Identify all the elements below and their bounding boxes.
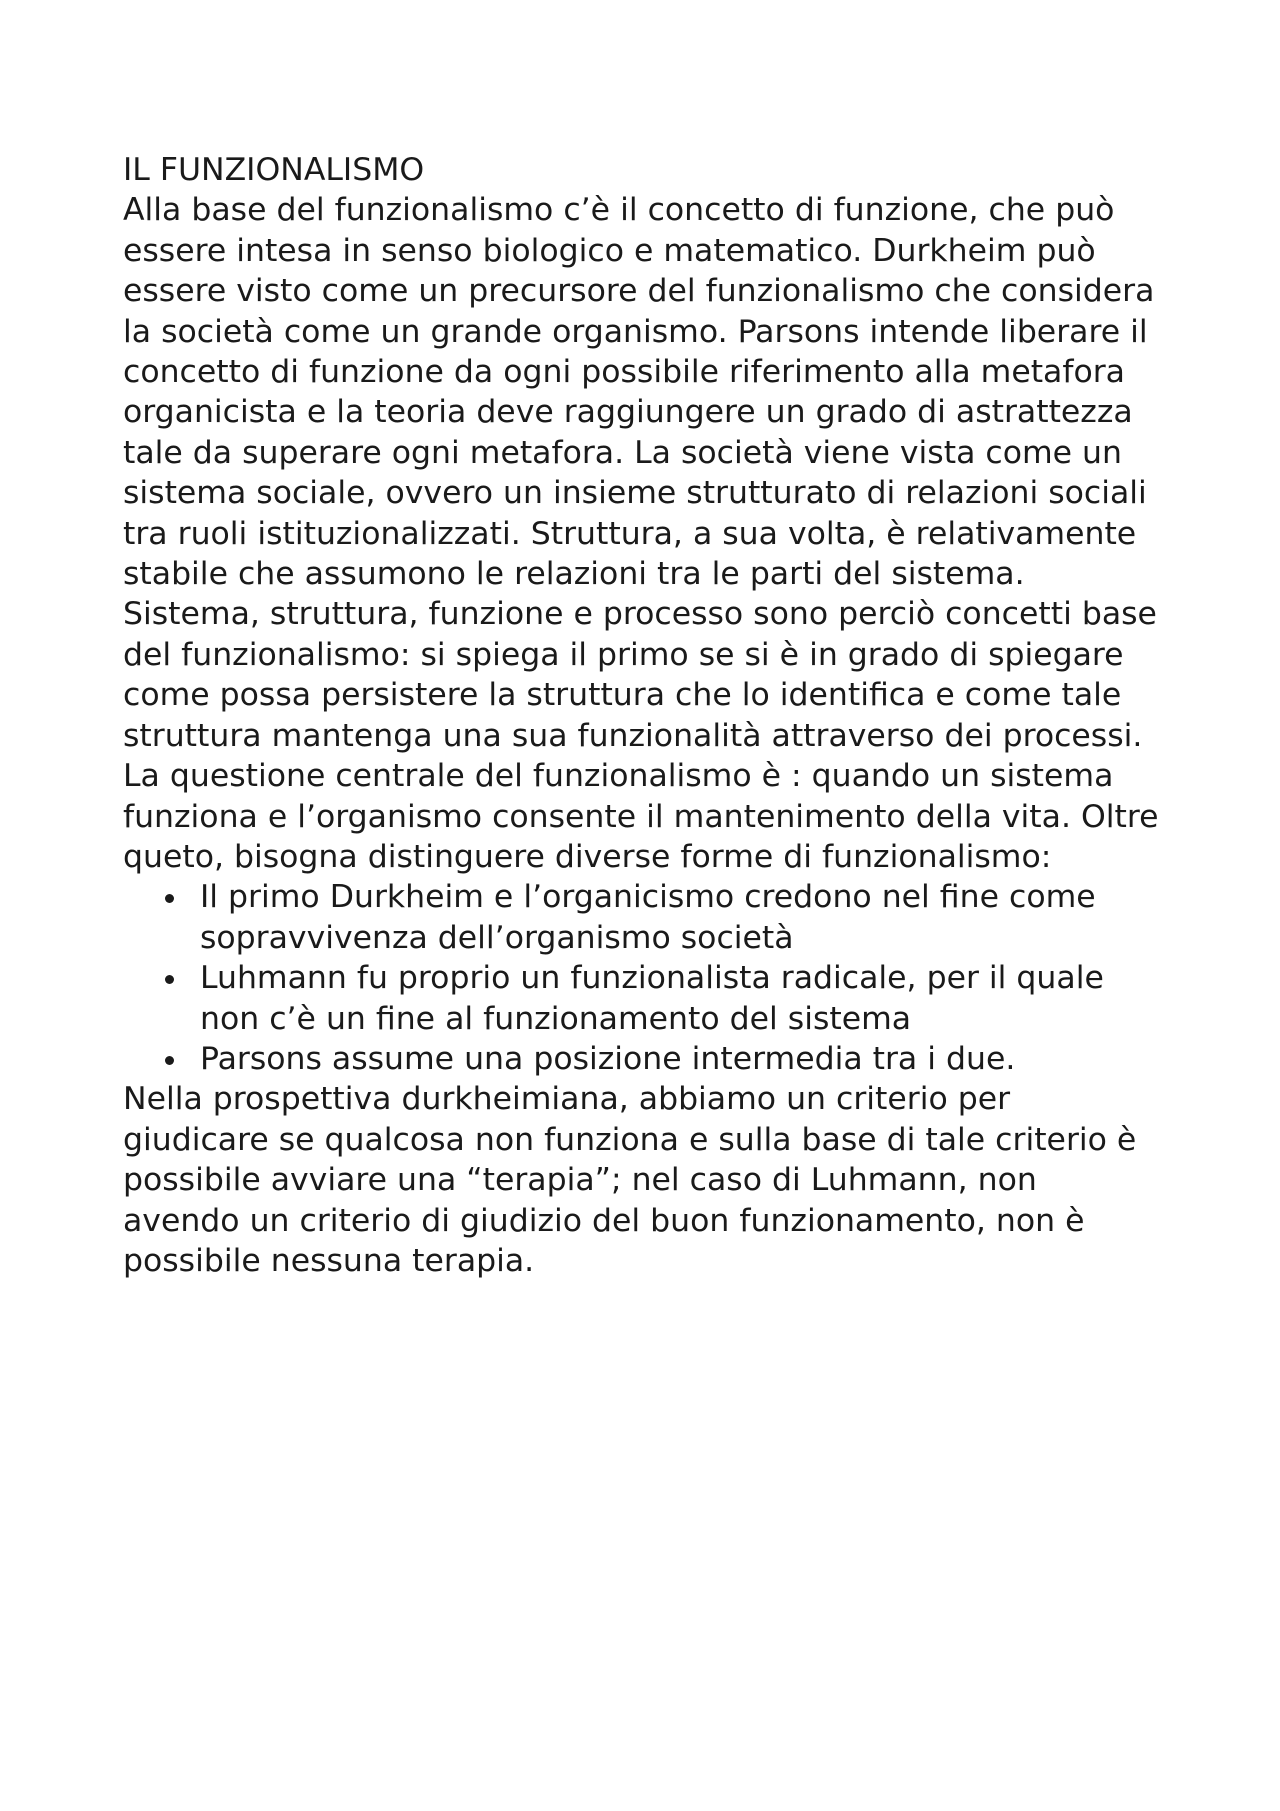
- closing-paragraph: Nella prospettiva durkheimiana, abbiamo un criterio per giudicare se qualcosa non funziona e sulla base di tale criterio è possibile avviare una “terapia”; nel caso di Luhmann, non avendo un criterio di giudizio del buon funzionamento, non è possibile nessuna terapia.: [123, 1081, 1137, 1279]
- bullet-item: [123, 958, 1163, 1039]
- bullet-text: Il primo Durkheim e l’organicismo credono nel fine come sopravvivenza dell’organismo società: [200, 879, 1096, 956]
- document-title: IL FUNZIONALISMO: [123, 152, 425, 188]
- bullet-text: Parsons assume una posizione intermedia tra i due.: [200, 1040, 1016, 1077]
- intro-paragraph: Alla base del funzionalismo c’è il concetto di funzione, che può essere intesa in senso biologico e matematico. Durkheim può essere visto come un precursore del funzionalismo che considera la società come un grande organismo. Parsons intende liberare il concetto di funzione da ogni possibile riferimento alla metafora organicista e la teoria deve raggiungere un grado di astrattezza tale da superare ogni metafora. La società viene vista come un sistema sociale, ovvero un insieme strutturato di relazioni sociali tra ruoli istituzionalizzati. Struttura, a sua volta, è relativamente stabile che assumono le relazioni tra le parti del sistema. Sistema, struttura, funzione e processo sono perciò concetti base del funzionalismo: si spiega il primo se si è in grado di spiegare come possa persistere la struttura che lo identifica e come tale struttura mantenga una sua funzionalità attraverso dei processi. La questione centrale del funzionalismo è : quando un sistema funziona e l’organismo consente il mantenimento della vita. Oltre queto, bisogna distinguere diverse forme di funzionalismo:: [123, 192, 1159, 875]
- bullet-list: [123, 877, 1163, 1079]
- bullet-icon: [165, 975, 174, 984]
- bullet-text: Luhmann fu proprio un funzionalista radicale, per il quale non c’è un fine al funzionamento del sistema: [200, 960, 1104, 1037]
- bullet-item: [123, 1039, 1163, 1079]
- document-page: [123, 150, 1163, 1281]
- bullet-icon: [165, 1056, 174, 1065]
- bullet-icon: [165, 894, 174, 903]
- bullet-item: [123, 877, 1163, 958]
